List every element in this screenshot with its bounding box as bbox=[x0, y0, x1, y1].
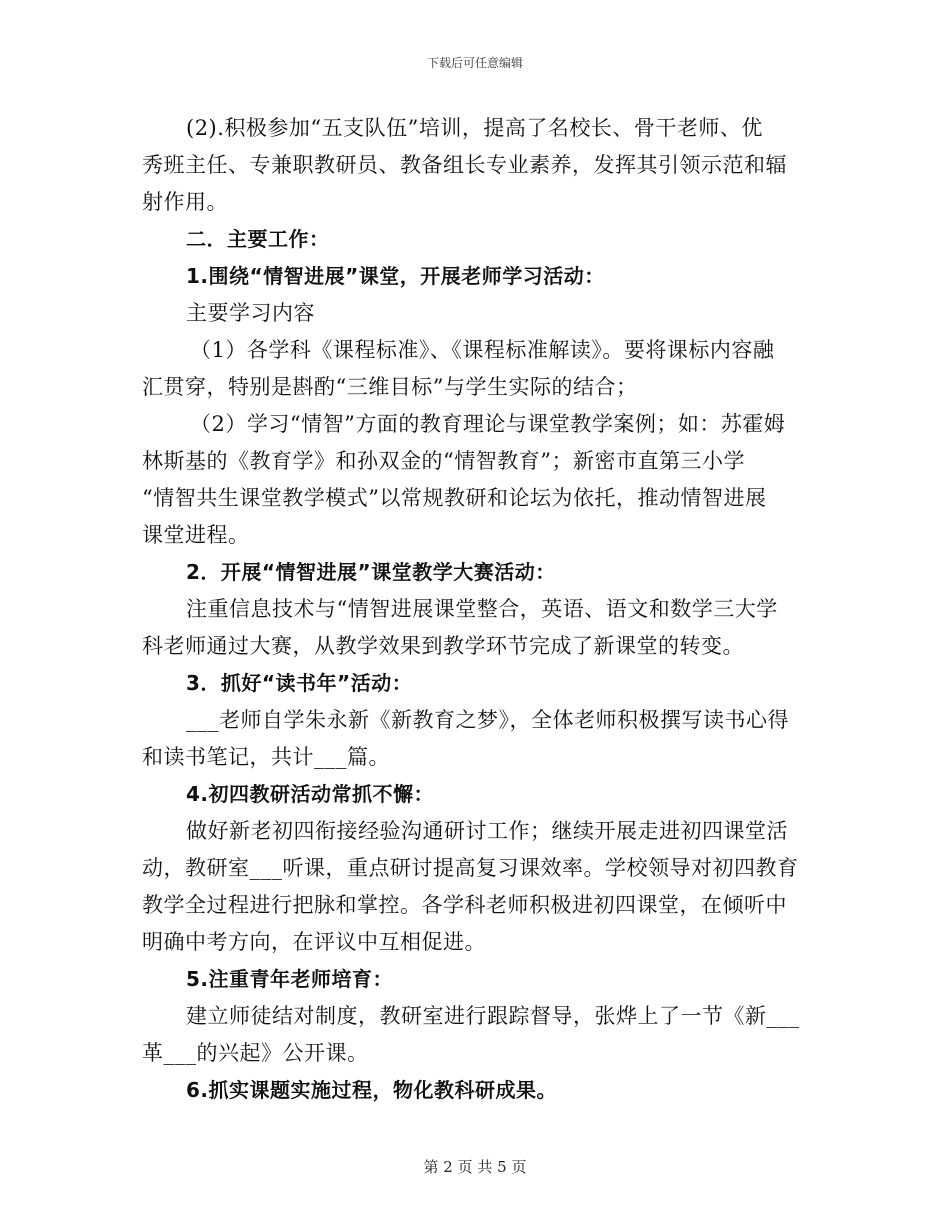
paragraph-line: 注重信息技术与“情智进展课堂整合，英语、语文和数学三大学 bbox=[186, 597, 778, 621]
paragraph-line: 教学全过程进行把脉和掌控。各学科老师积极进初四课堂，在倾听中 bbox=[142, 893, 787, 917]
paragraph-line: （1）各学科《课程标准》、《课程标准解读》。要将课标内容融 bbox=[190, 338, 775, 362]
page-header: 下载后可任意编辑 bbox=[426, 56, 523, 70]
subsection-heading: 3．抓好“读书年”活动： bbox=[186, 671, 413, 695]
paragraph-line: 主要学习内容 bbox=[186, 301, 315, 325]
paragraph-line: 科老师通过大赛，从教学效果到教学环节完成了新课堂的转变。 bbox=[142, 634, 744, 658]
paragraph-line: 秀班主任、专兼职教研员、教备组长专业素养，发挥其引领示范和辐 bbox=[142, 153, 787, 177]
paragraph-line: “情智共生课堂教学模式”以常规教研和论坛为依托，推动情智进展 bbox=[142, 486, 767, 510]
page-footer: 第 2 页 共 5 页 bbox=[423, 1158, 527, 1176]
paragraph-line: 建立师徒结对制度，教研室进行跟踪督导，张烨上了一节《新___ bbox=[186, 1004, 800, 1028]
paragraph-line: 课堂进程。 bbox=[142, 523, 250, 547]
paragraph-line: （2）学习“情智”方面的教育理论与课堂教学案例；如：苏霍姆 bbox=[190, 412, 786, 436]
document-body bbox=[142, 110, 806, 1109]
subsection-heading: 5.注重青年老师培育： bbox=[186, 967, 394, 991]
subsection-heading: 2．开展“情智进展”课堂教学大赛活动： bbox=[186, 560, 556, 584]
section-heading: 二．主要工作： bbox=[186, 227, 330, 251]
paragraph-line: 汇贯穿，特别是斟酌“三维目标”与学生实际的结合； bbox=[142, 375, 638, 399]
subsection-heading: 4.初四教研活动常抓不懈： bbox=[186, 782, 435, 806]
paragraph-line: ___老师自学朱永新《新教育之梦》，全体老师积极撰写读书心得 bbox=[186, 708, 789, 732]
subsection-heading: 1.围绕“情智进展”课堂，开展老师学习活动： bbox=[186, 264, 605, 288]
paragraph-line: 做好新老初四衔接经验沟通研讨工作；继续开展走进初四课堂活 bbox=[186, 819, 788, 843]
subsection-heading: 6.抓实课题实施过程，物化教科研成果。 bbox=[186, 1078, 558, 1102]
paragraph-line: 革___的兴起》公开课。 bbox=[142, 1041, 369, 1065]
paragraph-line: 动，教研室___听课，重点研讨提高复习课效率。学校领导对初四教育 bbox=[142, 856, 799, 880]
paragraph-line: (2).积极参加“五支队伍”培训，提高了名校长、骨干老师、优 bbox=[186, 116, 763, 140]
paragraph-line: 林斯基的《教育学》和孙双金的“情智教育”；新密市直第三小学 bbox=[142, 449, 745, 473]
paragraph-line: 明确中考方向，在评议中互相促进。 bbox=[142, 930, 486, 954]
paragraph-line: 射作用。 bbox=[142, 190, 228, 214]
paragraph-line: 和读书笔记，共计___篇。 bbox=[142, 745, 390, 769]
